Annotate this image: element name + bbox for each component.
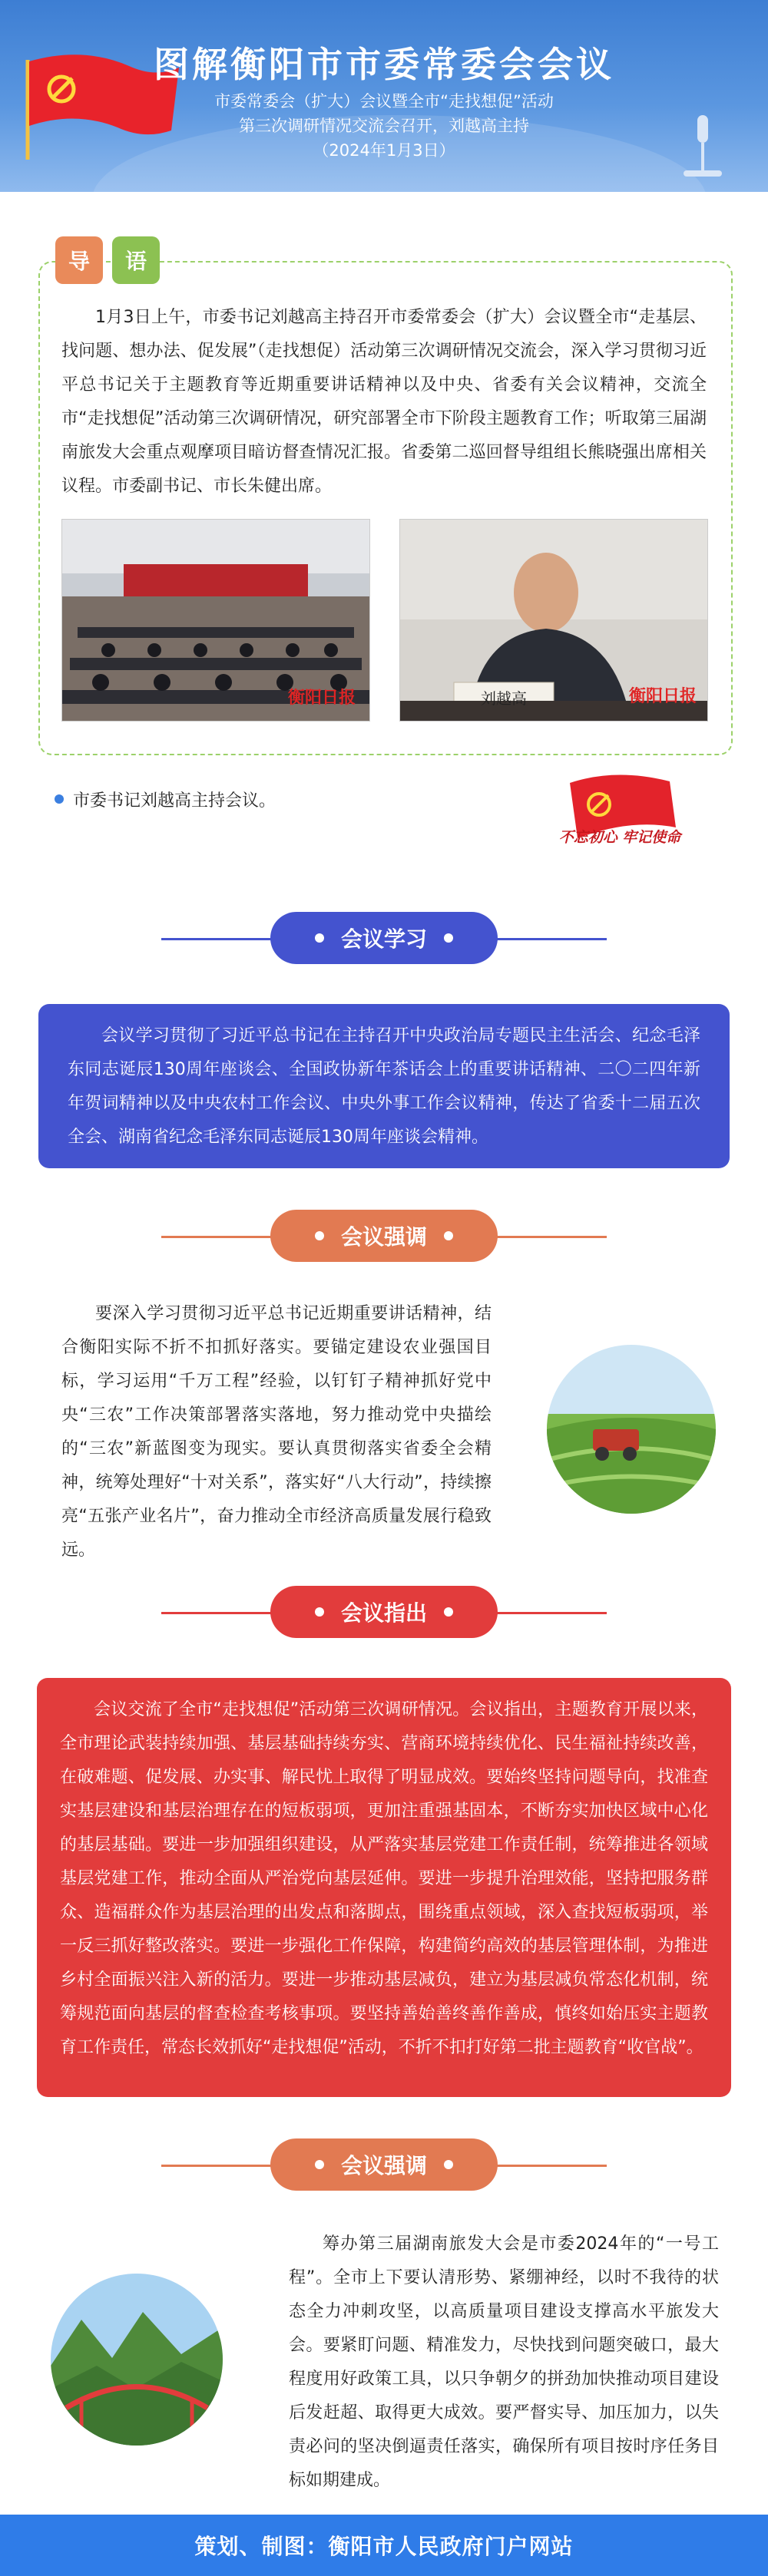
photo-caption bbox=[73, 788, 276, 811]
section-1-panel: 会议学习贯彻了习近平总书记在主持召开中央政治局专题民主生活会、纪念毛泽东同志诞辰130周年座谈会、全国政协新年茶话会上的重要讲话精神、二〇二四年新年贺词精神以及中央农村工作会议、中央外事工作会议精神，传达了省委十二届五次全会、湖南省纪念毛泽东同志诞辰130周年座谈会精神。 bbox=[38, 1004, 730, 1168]
watermark-2: 衡阳日报 bbox=[628, 687, 697, 706]
section-3-heading bbox=[270, 1586, 498, 1638]
intro-tag-2: 语 bbox=[112, 236, 160, 284]
dot-icon bbox=[315, 1607, 324, 1617]
section-4-heading bbox=[270, 2138, 498, 2191]
scenic-bridge-image bbox=[51, 2274, 223, 2446]
section-2-heading bbox=[270, 1210, 498, 1262]
nameplate: 刘越高 bbox=[481, 689, 527, 708]
speaker-photo bbox=[399, 519, 708, 722]
footer-credit: 策划、制图：衡阳市人民政府门户网站 bbox=[0, 2515, 768, 2576]
dot-icon bbox=[315, 933, 324, 943]
caption-text: 市委书记刘越高主持会议。 bbox=[73, 791, 276, 811]
slogan-text: 不忘初心 牢记使命 bbox=[558, 829, 681, 846]
subtitle-line-2: 第三次调研情况交流会召开，刘越高主持 bbox=[239, 117, 529, 135]
dot-icon bbox=[444, 1231, 453, 1240]
section-3-panel: 会议交流了全市“走找想促”活动第三次调研情况。会议指出，主题教育开展以来，全市理论武装持续加强、基层基础持续夯实、营商环境持续优化、民生福祉持续改善，在破难题、促发展、办实事、解民忧上取得了明显成效。要始终坚持问题导向，找准查实基层建设和基层治理存在的短板弱项，更加注重强基固本，不断夯实加快区域中心化的基层基础。要进一步加强组织建设，从严落实基层党建工作责任制，统筹推进各领域基层党建工作，推动全面从严治党向基层延伸。要进一步提升治理效能，坚持把服务群众、造福群众作为基层治理的出发点和落脚点，围绕重点领域，深入查找短板弱项，举一反三抓好整改落实。要进一步强化工作保障，构建简约高效的基层管理体制，为推进乡村全面振兴注入新的活力。要进一步推动基层减负，建立为基层减负常态化机制，统筹规范面向基层的督查检查考核事项。要坚持善始善终善作善成，慎终如始压实主题教育工作责任，常态长效抓好“走找想促”活动，不折不扣打好第二批主题教育“收官战”。 bbox=[37, 1678, 731, 2097]
section-4-label: 会议强调 bbox=[340, 2153, 427, 2178]
subtitle-line-1: 市委常委会（扩大）会议暨全市“走找想促”活动 bbox=[214, 92, 554, 111]
section-1-label: 会议学习 bbox=[340, 926, 427, 952]
section-2-text: 要深入学习贯彻习近平总书记近期重要讲话精神，结合衡阳实际不折不扣抓好落实。要锚定建设农业强国目标，学习运用“千万工程”经验，以钉钉子精神抓好党中央“三农”工作决策部署落实落地，努力推动党中央描绘的“三农”新蓝图变为现实。要认真贯彻落实省委全会精神，统筹处理好“十对关系”，落实好“八大行动”，持续擦亮“五张产业名片”，奋力推动全市经济高质量发展行稳致远。 bbox=[61, 1304, 492, 1560]
dot-icon bbox=[444, 2160, 453, 2169]
section-3-label: 会议指出 bbox=[340, 1600, 427, 1626]
subtitle-line-3: （2024年1月3日） bbox=[313, 141, 455, 160]
watermark-1: 衡阳日报 bbox=[287, 689, 356, 708]
meeting-hall-photo bbox=[61, 519, 370, 722]
dot-icon bbox=[444, 1607, 453, 1617]
bullet-icon bbox=[55, 794, 64, 804]
section-4-text: 筹办第三届湖南旅发大会是市委2024年的“一号工程”。全市上下要认清形势、紧绷神经，以时不我待的状态全力冲刺攻坚，以高质量项目建设支撑高水平旅发大会。要紧盯问题、精准发力，尽快找到问题突破口，最大程度用好政策工具，以只争朝夕的拼劲加快推动项目建设后发赶超、取得更大成效。要严督实导、加压加力，以失责必问的坚决倒逼责任落实，确保所有项目按时序任务目标如期建成。 bbox=[289, 2234, 719, 2490]
slogan-flag-icon bbox=[554, 768, 685, 875]
slogan-emblem bbox=[554, 768, 685, 875]
intro-paragraph: 1月3日上午，市委书记刘越高主持召开市委常委会（扩大）会议暨全市“走基层、找问题、想办法、促发展”（走找想促）活动第三次调研情况交流会，深入学习贯彻习近平总书记关于主题教育等近期重要讲话精神以及中央、省委有关会议精神，交流全市“走找想促”活动第三次调研情况，研究部署全市下阶段主题教育工作；听取第三届湖南旅发大会重点观摩项目暗访督查情况汇报。省委第二巡回督导组组长熊晓强出席相关议程。市委副书记、市长朱健出席。 bbox=[61, 308, 707, 496]
dot-icon bbox=[315, 1231, 324, 1240]
dot-icon bbox=[315, 2160, 324, 2169]
page-title: 图解衡阳市市委常委会会议 bbox=[154, 44, 614, 85]
farmland-image bbox=[547, 1345, 716, 1514]
section-2-label: 会议强调 bbox=[340, 1224, 427, 1250]
header-banner bbox=[0, 0, 768, 192]
intro-tag-1: 导 bbox=[55, 236, 103, 284]
section-1-heading bbox=[270, 912, 498, 964]
dot-icon bbox=[444, 933, 453, 943]
